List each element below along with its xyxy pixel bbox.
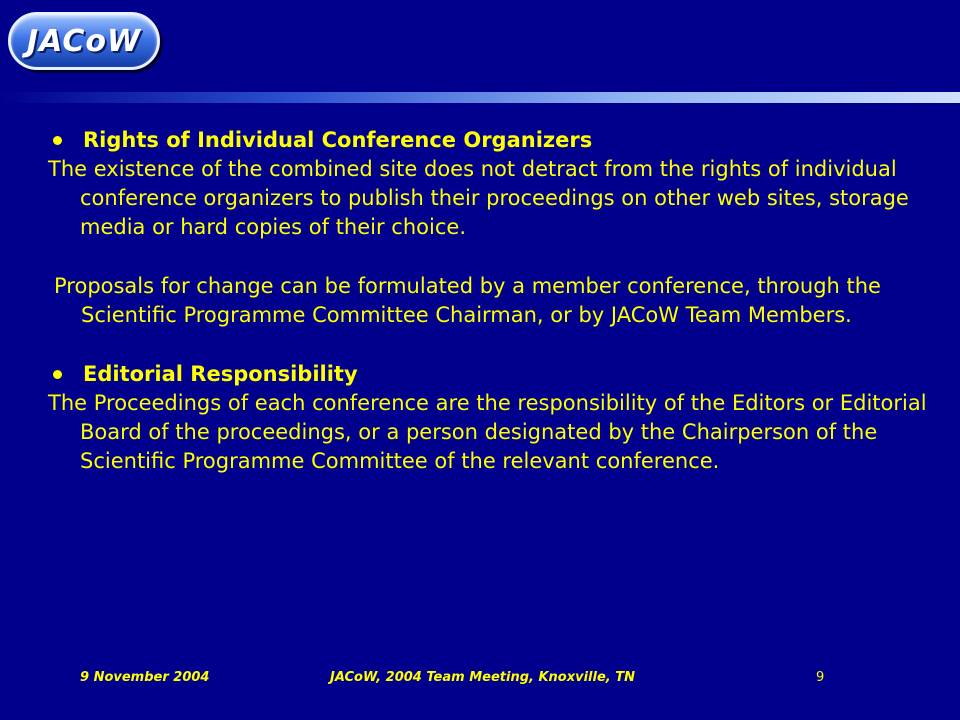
bullet-icon <box>53 370 62 379</box>
logo-text: JACoW <box>26 23 142 59</box>
page-number: 9 <box>816 670 825 685</box>
section-heading-editorial <box>48 360 928 389</box>
editorial-paragraph: The Proceedings of each conference are the responsibility of the Editors or Editorial Board of the proceedings, or a person designated by the Chairperson of the Scientific Programme Committee of the relevant conference. <box>48 391 927 473</box>
footer-event: JACoW, 2004 Team Meeting, Knoxville, TN <box>330 670 635 685</box>
spacer <box>48 330 928 360</box>
footer-date: 9 November 2004 <box>80 670 210 685</box>
section-heading-rights <box>48 126 928 155</box>
bullet-icon <box>53 136 62 145</box>
rights-paragraph: The existence of the combined site does not detract from the rights of individual conference organizers to publish their proceedings on other web sites, storage media or hard copies of their choice. <box>48 157 909 239</box>
heading-text: Editorial Responsibility <box>83 362 358 386</box>
heading-text: Rights of Individual Conference Organizers <box>83 128 593 152</box>
jacow-logo <box>8 12 160 70</box>
proposals-paragraph: Proposals for change can be formulated by a member conference, through the Scientific Programme Committee Chairman, or by JACoW Team Members. <box>54 274 881 327</box>
spacer <box>48 242 928 272</box>
header-gradient-bar <box>0 92 960 103</box>
slide-content <box>48 126 928 476</box>
